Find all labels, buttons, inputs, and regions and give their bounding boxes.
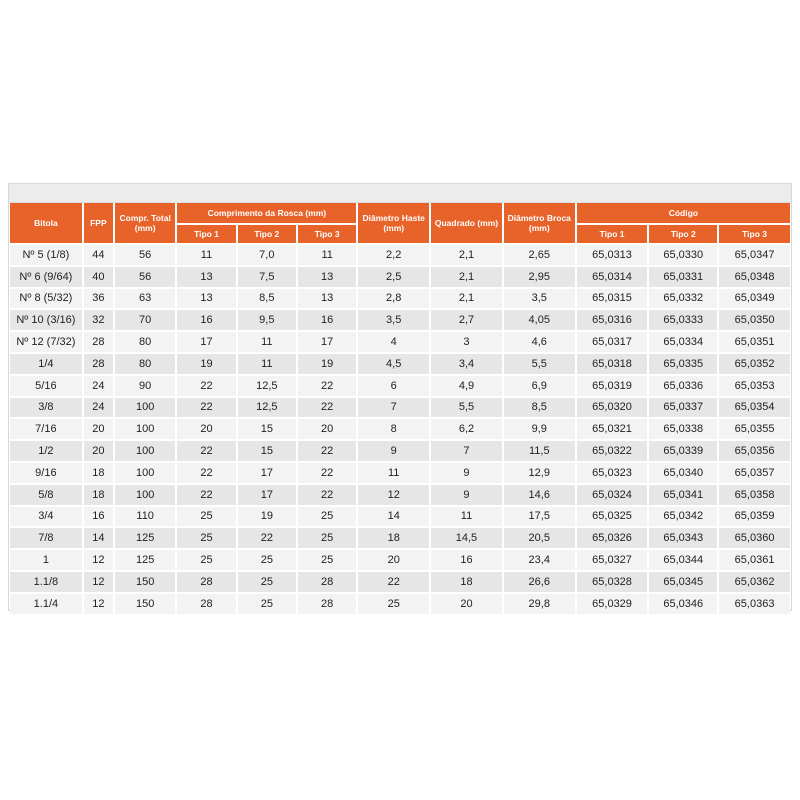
cell-quadrado: 20 — [430, 593, 503, 615]
cell-codigo-tipo1: 65,0321 — [576, 418, 649, 440]
table-body — [10, 244, 790, 615]
cell-diametro-broca: 14,6 — [503, 484, 576, 506]
cell-bitola: Nº 8 (5/32) — [10, 288, 83, 310]
header-codigo: Código — [576, 203, 790, 224]
cell-codigo-tipo2: 65,0342 — [648, 506, 718, 528]
cell-codigo-tipo3: 65,0362 — [718, 571, 790, 593]
cell-rosca-tipo2: 8,5 — [237, 288, 297, 310]
cell-codigo-tipo1: 65,0316 — [576, 309, 649, 331]
cell-quadrado: 16 — [430, 549, 503, 571]
cell-fpp: 20 — [83, 440, 114, 462]
cell-rosca-tipo1: 22 — [176, 440, 236, 462]
cell-compr-total: 80 — [114, 331, 176, 353]
cell-fpp: 28 — [83, 331, 114, 353]
cell-quadrado: 2,1 — [430, 244, 503, 266]
cell-diametro-broca: 9,9 — [503, 418, 576, 440]
cell-diametro-haste: 7 — [357, 397, 430, 419]
cell-codigo-tipo3: 65,0361 — [718, 549, 790, 571]
cell-codigo-tipo2: 65,0333 — [648, 309, 718, 331]
cell-codigo-tipo3: 65,0355 — [718, 418, 790, 440]
cell-codigo-tipo2: 65,0343 — [648, 527, 718, 549]
cell-rosca-tipo3: 17 — [297, 331, 357, 353]
cell-bitola: Nº 12 (7/32) — [10, 331, 83, 353]
cell-compr-total: 70 — [114, 309, 176, 331]
cell-codigo-tipo1: 65,0322 — [576, 440, 649, 462]
cell-diametro-broca: 20,5 — [503, 527, 576, 549]
cell-diametro-haste: 11 — [357, 462, 430, 484]
cell-bitola: 1 — [10, 549, 83, 571]
cell-codigo-tipo2: 65,0336 — [648, 375, 718, 397]
cell-rosca-tipo2: 7,0 — [237, 244, 297, 266]
cell-rosca-tipo2: 17 — [237, 462, 297, 484]
cell-rosca-tipo3: 22 — [297, 440, 357, 462]
cell-quadrado: 14,5 — [430, 527, 503, 549]
cell-compr-total: 125 — [114, 527, 176, 549]
cell-rosca-tipo1: 22 — [176, 375, 236, 397]
cell-diametro-haste: 6 — [357, 375, 430, 397]
cell-rosca-tipo1: 25 — [176, 527, 236, 549]
cell-codigo-tipo2: 65,0340 — [648, 462, 718, 484]
cell-rosca-tipo3: 13 — [297, 266, 357, 288]
cell-bitola: 9/16 — [10, 462, 83, 484]
table-row — [10, 571, 790, 593]
cell-fpp: 32 — [83, 309, 114, 331]
cell-bitola: 3/8 — [10, 397, 83, 419]
cell-fpp: 14 — [83, 527, 114, 549]
cell-diametro-haste: 2,2 — [357, 244, 430, 266]
table-row — [10, 266, 790, 288]
cell-rosca-tipo3: 28 — [297, 593, 357, 615]
cell-compr-total: 80 — [114, 353, 176, 375]
cell-rosca-tipo1: 22 — [176, 397, 236, 419]
table-row — [10, 527, 790, 549]
cell-codigo-tipo3: 65,0353 — [718, 375, 790, 397]
cell-rosca-tipo3: 22 — [297, 484, 357, 506]
cell-codigo-tipo1: 65,0325 — [576, 506, 649, 528]
cell-compr-total: 100 — [114, 484, 176, 506]
cell-fpp: 36 — [83, 288, 114, 310]
cell-fpp: 20 — [83, 418, 114, 440]
cell-codigo-tipo2: 65,0335 — [648, 353, 718, 375]
cell-bitola: 5/8 — [10, 484, 83, 506]
cell-rosca-tipo3: 13 — [297, 288, 357, 310]
cell-codigo-tipo1: 65,0318 — [576, 353, 649, 375]
cell-codigo-tipo3: 65,0354 — [718, 397, 790, 419]
cell-quadrado: 2,1 — [430, 266, 503, 288]
cell-codigo-tipo1: 65,0320 — [576, 397, 649, 419]
cell-rosca-tipo1: 22 — [176, 484, 236, 506]
cell-fpp: 24 — [83, 375, 114, 397]
cell-codigo-tipo2: 65,0338 — [648, 418, 718, 440]
table-top-bar — [9, 184, 791, 203]
cell-codigo-tipo1: 65,0323 — [576, 462, 649, 484]
cell-codigo-tipo1: 65,0329 — [576, 593, 649, 615]
cell-rosca-tipo2: 19 — [237, 506, 297, 528]
cell-bitola: 1.1/4 — [10, 593, 83, 615]
cell-diametro-broca: 6,9 — [503, 375, 576, 397]
cell-diametro-broca: 17,5 — [503, 506, 576, 528]
cell-rosca-tipo3: 22 — [297, 462, 357, 484]
cell-diametro-broca: 12,9 — [503, 462, 576, 484]
cell-quadrado: 6,2 — [430, 418, 503, 440]
table-row — [10, 397, 790, 419]
cell-bitola: 3/4 — [10, 506, 83, 528]
cell-codigo-tipo1: 65,0324 — [576, 484, 649, 506]
header-codigo-tipo2: Tipo 2 — [648, 224, 718, 244]
cell-codigo-tipo3: 65,0347 — [718, 244, 790, 266]
cell-compr-total: 125 — [114, 549, 176, 571]
cell-compr-total: 90 — [114, 375, 176, 397]
cell-rosca-tipo1: 19 — [176, 353, 236, 375]
cell-codigo-tipo3: 65,0356 — [718, 440, 790, 462]
cell-rosca-tipo2: 25 — [237, 593, 297, 615]
cell-codigo-tipo2: 65,0337 — [648, 397, 718, 419]
cell-codigo-tipo3: 65,0357 — [718, 462, 790, 484]
header-codigo-tipo3: Tipo 3 — [718, 224, 790, 244]
cell-bitola: 7/8 — [10, 527, 83, 549]
cell-quadrado: 7 — [430, 440, 503, 462]
cell-diametro-broca: 29,8 — [503, 593, 576, 615]
header-compr-total: Compr. Total (mm) — [114, 203, 176, 244]
cell-rosca-tipo2: 11 — [237, 353, 297, 375]
cell-codigo-tipo2: 65,0330 — [648, 244, 718, 266]
cell-compr-total: 150 — [114, 593, 176, 615]
cell-compr-total: 100 — [114, 462, 176, 484]
cell-codigo-tipo3: 65,0360 — [718, 527, 790, 549]
cell-diametro-haste: 2,5 — [357, 266, 430, 288]
header-codigo-tipo1: Tipo 1 — [576, 224, 649, 244]
header-rosca-tipo1: Tipo 1 — [176, 224, 236, 244]
cell-diametro-haste: 12 — [357, 484, 430, 506]
cell-bitola: 7/16 — [10, 418, 83, 440]
cell-rosca-tipo3: 22 — [297, 397, 357, 419]
table-row — [10, 462, 790, 484]
cell-bitola: 5/16 — [10, 375, 83, 397]
cell-rosca-tipo2: 22 — [237, 527, 297, 549]
cell-diametro-broca: 5,5 — [503, 353, 576, 375]
cell-fpp: 18 — [83, 462, 114, 484]
cell-rosca-tipo3: 19 — [297, 353, 357, 375]
cell-codigo-tipo2: 65,0344 — [648, 549, 718, 571]
cell-rosca-tipo2: 9,5 — [237, 309, 297, 331]
table-row — [10, 484, 790, 506]
cell-codigo-tipo2: 65,0341 — [648, 484, 718, 506]
cell-quadrado: 18 — [430, 571, 503, 593]
cell-diametro-broca: 11,5 — [503, 440, 576, 462]
cell-rosca-tipo3: 16 — [297, 309, 357, 331]
cell-rosca-tipo3: 25 — [297, 549, 357, 571]
cell-fpp: 12 — [83, 593, 114, 615]
cell-diametro-haste: 22 — [357, 571, 430, 593]
cell-compr-total: 63 — [114, 288, 176, 310]
cell-quadrado: 9 — [430, 462, 503, 484]
cell-compr-total: 100 — [114, 418, 176, 440]
cell-codigo-tipo1: 65,0319 — [576, 375, 649, 397]
cell-fpp: 28 — [83, 353, 114, 375]
cell-diametro-broca: 23,4 — [503, 549, 576, 571]
header-diametro-broca: Diâmetro Broca (mm) — [503, 203, 576, 244]
cell-diametro-broca: 4,05 — [503, 309, 576, 331]
cell-diametro-broca: 26,6 — [503, 571, 576, 593]
cell-compr-total: 150 — [114, 571, 176, 593]
cell-rosca-tipo2: 25 — [237, 571, 297, 593]
cell-compr-total: 100 — [114, 397, 176, 419]
cell-bitola: 1/4 — [10, 353, 83, 375]
cell-diametro-haste: 3,5 — [357, 309, 430, 331]
cell-bitola: 1.1/8 — [10, 571, 83, 593]
cell-rosca-tipo2: 15 — [237, 418, 297, 440]
cell-diametro-haste: 4 — [357, 331, 430, 353]
cell-quadrado: 5,5 — [430, 397, 503, 419]
table-row — [10, 331, 790, 353]
cell-rosca-tipo1: 17 — [176, 331, 236, 353]
cell-fpp: 44 — [83, 244, 114, 266]
cell-fpp: 18 — [83, 484, 114, 506]
cell-rosca-tipo1: 25 — [176, 549, 236, 571]
cell-diametro-broca: 2,95 — [503, 266, 576, 288]
cell-bitola: Nº 10 (3/16) — [10, 309, 83, 331]
table-row — [10, 593, 790, 615]
cell-diametro-haste: 14 — [357, 506, 430, 528]
header-rosca-tipo3: Tipo 3 — [297, 224, 357, 244]
header-rosca-tipo2: Tipo 2 — [237, 224, 297, 244]
cell-rosca-tipo1: 20 — [176, 418, 236, 440]
cell-rosca-tipo1: 28 — [176, 571, 236, 593]
cell-bitola: Nº 5 (1/8) — [10, 244, 83, 266]
cell-codigo-tipo2: 65,0339 — [648, 440, 718, 462]
cell-rosca-tipo1: 16 — [176, 309, 236, 331]
cell-fpp: 24 — [83, 397, 114, 419]
cell-diametro-haste: 4,5 — [357, 353, 430, 375]
cell-compr-total: 110 — [114, 506, 176, 528]
cell-codigo-tipo1: 65,0313 — [576, 244, 649, 266]
cell-codigo-tipo2: 65,0332 — [648, 288, 718, 310]
cell-codigo-tipo1: 65,0317 — [576, 331, 649, 353]
cell-rosca-tipo1: 28 — [176, 593, 236, 615]
table-row — [10, 549, 790, 571]
cell-fpp: 40 — [83, 266, 114, 288]
cell-diametro-haste: 18 — [357, 527, 430, 549]
cell-codigo-tipo1: 65,0315 — [576, 288, 649, 310]
cell-quadrado: 11 — [430, 506, 503, 528]
cell-rosca-tipo3: 28 — [297, 571, 357, 593]
cell-quadrado: 4,9 — [430, 375, 503, 397]
spec-table — [10, 203, 790, 616]
cell-rosca-tipo3: 11 — [297, 244, 357, 266]
cell-rosca-tipo2: 11 — [237, 331, 297, 353]
cell-rosca-tipo1: 11 — [176, 244, 236, 266]
cell-rosca-tipo2: 7,5 — [237, 266, 297, 288]
cell-rosca-tipo3: 25 — [297, 527, 357, 549]
table-row — [10, 288, 790, 310]
header-diametro-haste: Diâmetro Haste (mm) — [357, 203, 430, 244]
cell-rosca-tipo1: 25 — [176, 506, 236, 528]
cell-codigo-tipo2: 65,0334 — [648, 331, 718, 353]
cell-fpp: 12 — [83, 549, 114, 571]
cell-diametro-haste: 20 — [357, 549, 430, 571]
cell-diametro-broca: 8,5 — [503, 397, 576, 419]
cell-codigo-tipo2: 65,0331 — [648, 266, 718, 288]
table-row — [10, 440, 790, 462]
table-row — [10, 353, 790, 375]
cell-compr-total: 56 — [114, 244, 176, 266]
cell-rosca-tipo1: 13 — [176, 266, 236, 288]
cell-diametro-haste: 9 — [357, 440, 430, 462]
table-row — [10, 418, 790, 440]
table-row — [10, 244, 790, 266]
cell-rosca-tipo3: 25 — [297, 506, 357, 528]
cell-fpp: 16 — [83, 506, 114, 528]
cell-rosca-tipo1: 22 — [176, 462, 236, 484]
cell-codigo-tipo3: 65,0349 — [718, 288, 790, 310]
header-bitola: Bitola — [10, 203, 83, 244]
cell-diametro-haste: 25 — [357, 593, 430, 615]
cell-codigo-tipo3: 65,0350 — [718, 309, 790, 331]
cell-rosca-tipo2: 12,5 — [237, 397, 297, 419]
cell-codigo-tipo3: 65,0352 — [718, 353, 790, 375]
cell-codigo-tipo1: 65,0314 — [576, 266, 649, 288]
cell-codigo-tipo1: 65,0326 — [576, 527, 649, 549]
cell-diametro-broca: 3,5 — [503, 288, 576, 310]
header-comprimento-rosca: Comprimento da Rosca (mm) — [176, 203, 357, 224]
cell-codigo-tipo1: 65,0327 — [576, 549, 649, 571]
cell-rosca-tipo3: 20 — [297, 418, 357, 440]
table-row — [10, 309, 790, 331]
spec-table-frame — [8, 183, 792, 611]
cell-fpp: 12 — [83, 571, 114, 593]
cell-codigo-tipo3: 65,0358 — [718, 484, 790, 506]
cell-quadrado: 2,7 — [430, 309, 503, 331]
table-header — [10, 203, 790, 244]
cell-rosca-tipo2: 12,5 — [237, 375, 297, 397]
cell-rosca-tipo2: 17 — [237, 484, 297, 506]
header-quadrado: Quadrado (mm) — [430, 203, 503, 244]
cell-rosca-tipo1: 13 — [176, 288, 236, 310]
cell-quadrado: 2,1 — [430, 288, 503, 310]
cell-bitola: 1/2 — [10, 440, 83, 462]
cell-rosca-tipo3: 22 — [297, 375, 357, 397]
cell-codigo-tipo2: 65,0346 — [648, 593, 718, 615]
header-fpp: FPP — [83, 203, 114, 244]
table-row — [10, 375, 790, 397]
cell-compr-total: 56 — [114, 266, 176, 288]
cell-bitola: Nº 6 (9/64) — [10, 266, 83, 288]
cell-codigo-tipo3: 65,0348 — [718, 266, 790, 288]
cell-quadrado: 3,4 — [430, 353, 503, 375]
cell-codigo-tipo1: 65,0328 — [576, 571, 649, 593]
cell-diametro-haste: 2,8 — [357, 288, 430, 310]
cell-diametro-haste: 8 — [357, 418, 430, 440]
cell-quadrado: 3 — [430, 331, 503, 353]
cell-rosca-tipo2: 15 — [237, 440, 297, 462]
table-row — [10, 506, 790, 528]
cell-codigo-tipo2: 65,0345 — [648, 571, 718, 593]
cell-compr-total: 100 — [114, 440, 176, 462]
cell-codigo-tipo3: 65,0363 — [718, 593, 790, 615]
cell-codigo-tipo3: 65,0359 — [718, 506, 790, 528]
cell-quadrado: 9 — [430, 484, 503, 506]
cell-diametro-broca: 2,65 — [503, 244, 576, 266]
cell-codigo-tipo3: 65,0351 — [718, 331, 790, 353]
cell-diametro-broca: 4,6 — [503, 331, 576, 353]
cell-rosca-tipo2: 25 — [237, 549, 297, 571]
